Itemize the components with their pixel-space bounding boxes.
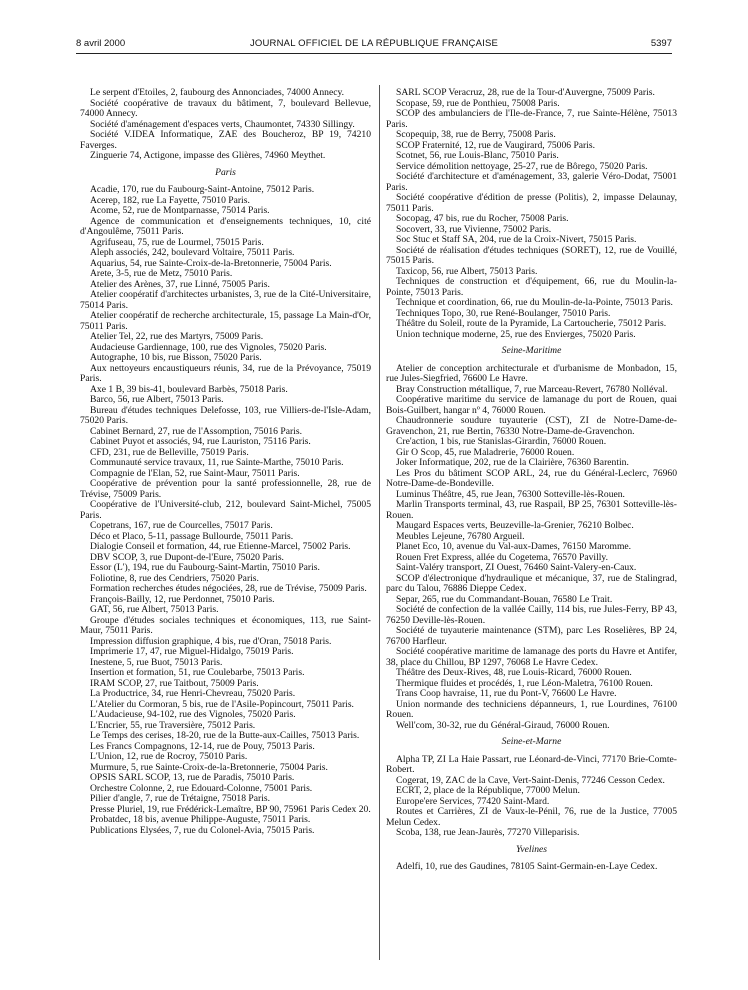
directory-entry: Socovert, 33, rue Vivienne, 75002 Paris. xyxy=(396,223,552,235)
directory-entry: Atelier des Arènes, 37, rue Linné, 75005 Paris. xyxy=(90,278,270,290)
directory-entry: Déco et Placo, 5-11, passage Bullourde, 75011 Paris. xyxy=(90,530,294,542)
directory-entry: Formation recherches études négociées, 28, rue de Trévise, 75009 Paris. xyxy=(90,583,367,594)
directory-entry: Acome, 52, rue de Montparnasse, 75014 Paris. xyxy=(90,205,270,216)
directory-entry: ECRT, 2, place de la République, 77000 Melun. xyxy=(396,785,580,796)
directory-entry: Barco, 56, rue Albert, 75013 Paris. xyxy=(90,394,224,405)
directory-entry: Aquarius, 54, rue Sainte-Croix-de-la-Bretonnerie, 75004 Paris. xyxy=(90,257,332,269)
directory-entry: Audacieuse Gardiennage, 100, rue des Vignoles, 75020 Paris. xyxy=(90,341,327,353)
directory-entry: Atelier coopératif de recherche architecturale, 15, passage La Main-d'Or, 75011 Paris. xyxy=(80,310,371,332)
directory-entry: Planet Eco, 10, avenue du Val-aux-Dames, 76150 Maromme. xyxy=(396,541,632,552)
directory-entry: IRAM SCOP, 27, rue Taitbout, 75009 Paris. xyxy=(90,677,259,689)
directory-entry: Les Pros du bâtiment SCOP ARL, 24, rue du Général-Leclerc, 76960 Notre-Dame-de-Bondeville. xyxy=(386,467,677,489)
directory-entry: Chaudronnerie soudure tuyauterie (CST), ZI de Notre-Dame-de-Gravenchon, 21, rue Bertin, 76330 Notre-Dame-de-Gravenchon. xyxy=(386,415,677,437)
directory-entry: Murmure, 5, rue Sainte-Croix-de-la-Bretonnerie, 75004 Paris. xyxy=(90,761,328,773)
directory-entry: Axe 1 B, 39 bis-41, boulevard Barbès, 75018 Paris. xyxy=(90,383,288,395)
directory-entry: Trans Coop havraise, 11, rue du Pont-V, 76600 Le Havre. xyxy=(396,688,617,699)
directory-entry: Soc Stuc et Staff SA, 204, rue de la Croix-Nivert, 75015 Paris. xyxy=(396,234,637,245)
directory-entry: Agence de communication et d'enseignements techniques, 10, cité d'Angoulême, 75011 Paris. xyxy=(80,215,371,237)
directory-entry: Insertion et formation, 51, rue Coulebarbe, 75013 Paris. xyxy=(90,667,305,678)
directory-entry: Aleph associés, 242, boulevard Voltaire, 75011 Paris. xyxy=(90,247,295,258)
directory-entry: Autographe, 10 bis, rue Bisson, 75020 Paris. xyxy=(90,352,262,363)
directory-entry: Luminus Théâtre, 45, rue Jean, 76300 Sotteville-lès-Rouen. xyxy=(396,488,625,500)
directory-entry: Société V.IDEA Informatique, ZAE des Boucheroz, BP 19, 74210 Faverges. xyxy=(80,129,371,151)
directory-entry: Foliotine, 8, rue des Cendriers, 75020 Paris. xyxy=(90,572,259,584)
directory-entry: Zinguerie 74, Actigone, impasse des Glières, 74960 Meythet. xyxy=(90,150,326,161)
directory-entry: Scopequip, 38, rue de Berry, 75008 Paris. xyxy=(396,129,556,140)
directory-entry: Probatdec, 18 bis, avenue Philippe-Auguste, 75011 Paris. xyxy=(90,814,311,825)
directory-entry: Société de tuyauterie maintenance (STM), parc Les Roselières, BP 24, 76700 Harfleur. xyxy=(386,625,677,647)
directory-entry: Impression diffusion graphique, 4 bis, rue d'Oran, 75018 Paris. xyxy=(90,635,332,647)
directory-entry: Groupe d'études sociales techniques et économiques, 113, rue Saint-Maur, 75011 Paris. xyxy=(80,614,371,636)
directory-entry: Théâtre du Soleil, route de la Pyramide, La Cartoucherie, 75012 Paris. xyxy=(396,318,667,329)
directory-entry: Copetrans, 167, rue de Courcelles, 75017 Paris. xyxy=(90,520,273,531)
directory-entry: Orchestre Colonne, 2, rue Edouard-Colonne, 75001 Paris. xyxy=(90,782,313,794)
directory-entry: Maugard Espaces verts, Beuzeville-la-Grenier, 76210 Bolbec. xyxy=(396,520,634,531)
directory-entry: L'Audacieuse, 94-102, rue des Vignoles, 75020 Paris. xyxy=(90,709,296,720)
directory-entry: SARL SCOP Veracruz, 28, rue de la Tour-d'Auvergne, 75009 Paris. xyxy=(396,87,655,98)
directory-entry: DBV SCOP, 3, rue Dupont-de-l'Eure, 75020 Paris. xyxy=(90,551,284,563)
directory-entry: La Productrice, 34, rue Henri-Chevreau, 75020 Paris. xyxy=(90,688,296,699)
directory-entry: Scopase, 59, rue de Ponthieu, 75008 Paris. xyxy=(396,97,560,109)
page-header xyxy=(76,38,672,52)
directory-entry: Union technique moderne, 25, rue des Envierges, 75020 Paris. xyxy=(396,328,636,340)
directory-entry: Compagnie de l'Elan, 52, rue Saint-Maur, 75011 Paris. xyxy=(90,467,300,479)
directory-entry: Société de confection de la vallée Cailly, 114 bis, rue Jules-Ferry, BP 43, 76250 Deville-lès-Rouen. xyxy=(386,604,677,626)
directory-entry: Bray Construction métallique, 7, rue Marceau-Revert, 76780 Nolléval. xyxy=(396,383,668,395)
section-heading: Yvelines xyxy=(515,843,548,855)
directory-entry: Marlin Transports terminal, 43, rue Raspail, BP 25, 76301 Sotteville-lès-Rouen. xyxy=(386,499,677,521)
directory-entry: Separ, 265, rue du Commandant-Bouan, 76580 Le Trait. xyxy=(396,593,613,605)
directory-entry: L'Union, 12, rue de Rocroy, 75010 Paris. xyxy=(90,751,248,762)
directory-entry: Cre'action, 1 bis, rue Stanislas-Girardin, 76000 Rouen. xyxy=(396,436,607,447)
directory-entry: Techniques Topo, 30, rue René-Boulanger, 75010 Paris. xyxy=(396,307,611,319)
directory-entry: Joker Informatique, 202, rue de la Clairière, 76360 Barentin. xyxy=(396,457,629,468)
journal-title: JOURNAL OFFICIEL DE LA RÉPUBLIQUE FRANÇAISE xyxy=(249,38,499,49)
directory-entry: Agrifuseau, 75, rue de Lourmel, 75015 Paris. xyxy=(90,236,264,248)
directory-entry: Société d'aménagement d'espaces verts, Chaumontet, 74330 Sillingy. xyxy=(90,118,355,130)
page-number: 5397 xyxy=(650,38,672,49)
directory-entry: Thermique fluides et procédés, 1, rue Léon-Maletra, 76100 Rouen. xyxy=(396,677,653,689)
directory-entry: Atelier Tel, 22, rue des Martyrs, 75009 Paris. xyxy=(90,331,264,342)
directory-entry: Socopag, 47 bis, rue du Rocher, 75008 Paris. xyxy=(396,213,569,224)
directory-entry: Coopérative de l'Université-club, 212, boulevard Saint-Michel, 75005 Paris. xyxy=(80,499,371,521)
directory-entry: Communauté service travaux, 11, rue Sainte-Marthe, 75010 Paris. xyxy=(90,457,344,468)
directory-entry: Cogerat, 19, ZAC de la Cave, Vert-Saint-Denis, 77246 Cesson Cedex. xyxy=(396,774,665,786)
directory-entry: Société coopérative de travaux du bâtiment, 7, boulevard Bellevue, 74000 Annecy. xyxy=(80,97,371,119)
directory-entry: Alpha TP, ZI La Haie Passart, rue Léonard-de-Vinci, 77170 Brie-Comte-Robert. xyxy=(386,753,677,775)
left-column xyxy=(80,88,371,836)
directory-entry: Taxicop, 56, rue Albert, 75013 Paris. xyxy=(396,265,538,277)
directory-entry: Essor (L'), 194, rue du Faubourg-Saint-Martin, 75010 Paris. xyxy=(90,562,320,573)
directory-entry: Les Francs Compagnons, 12-14, rue de Pouy, 75013 Paris. xyxy=(90,740,315,752)
directory-entry: Union normande des techniciens dépanneurs, 1, rue Lourdines, 76100 Rouen. xyxy=(386,698,677,720)
directory-entry: Europe'ere Services, 77420 Saint-Mard. xyxy=(396,795,550,807)
directory-entry: Le serpent d'Etoiles, 2, faubourg des Annonciades, 74000 Annecy. xyxy=(90,87,345,98)
directory-entry: Cabinet Bernard, 27, rue de l'Assomption, 75016 Paris. xyxy=(90,425,302,437)
directory-entry: Scotnet, 56, rue Louis-Blanc, 75010 Paris. xyxy=(396,150,559,161)
directory-entry: Acerep, 182, rue La Fayette, 75010 Paris. xyxy=(90,194,250,206)
directory-entry: Presse Pluriel, 19, rue Frédérick-Lemaître, BP 90, 75961 Paris Cedex 20. xyxy=(90,803,371,815)
directory-entry: L'Atelier du Cormoran, 5 bis, rue de l'Asile-Popincourt, 75011 Paris. xyxy=(90,698,354,710)
directory-entry: Pilier d'angle, 7, rue de Trétaigne, 75018 Paris. xyxy=(90,793,270,804)
directory-entry: SCOP des ambulanciers de l'Ile-de-France, 7, rue Sainte-Hélène, 75013 Paris. xyxy=(386,108,677,130)
directory-entry: Bureau d'études techniques Delefosse, 103, rue Villiers-de-l'Isle-Adam, 75020 Paris. xyxy=(80,404,371,426)
directory-entry: Meubles Lejeune, 76780 Argueil. xyxy=(396,530,525,542)
directory-entry: François-Bailly, 12, rue Perdonnet, 75010 Paris. xyxy=(90,593,275,605)
directory-entry: SCOP d'électronique d'hydraulique et mécanique, 37, rue de Stalingrad, parc du Talou, 76886 Dieppe Cedex. xyxy=(386,572,677,594)
directory-entry: Coopérative maritime du service de lamanage du port de Rouen, quai Bois-Guilbert, hangar nº 4, 76000 Rouen. xyxy=(386,394,677,416)
directory-entry: Atelier de conception architecturale et d'urbanisme de Monbadon, 15, rue Jules-Siegfried, 76600 Le Havre. xyxy=(386,362,677,384)
directory-entry: Société d'architecture et d'aménagement, 33, galerie Véro-Dodat, 75001 Paris. xyxy=(386,171,677,193)
directory-entry: Aux nettoyeurs encaustiqueurs réunis, 34, rue de la Prévoyance, 75019 Paris. xyxy=(80,362,371,384)
directory-entry: Adelfi, 10, rue des Gaudines, 78105 Saint-Germain-en-Laye Cedex. xyxy=(396,861,658,872)
directory-entry: GAT, 56, rue Albert, 75013 Paris. xyxy=(90,604,219,615)
directory-entry: Technique et coordination, 66, rue du Moulin-de-la-Pointe, 75013 Paris. xyxy=(396,297,673,308)
directory-entry: Gir O Scop, 45, rue Maladrerie, 76000 Rouen. xyxy=(396,446,575,458)
directory-entry: SCOP Fraternité, 12, rue de Vaugirard, 75006 Paris. xyxy=(396,139,596,151)
directory-entry: Well'com, 30-32, rue du Général-Giraud, 76000 Rouen. xyxy=(396,719,610,731)
directory-entry: Dialogie Conseil et formation, 44, rue Etienne-Marcel, 75002 Paris. xyxy=(90,541,351,552)
section-heading: Paris xyxy=(215,166,236,178)
directory-entry: Arete, 3-5, rue de Metz, 75010 Paris. xyxy=(90,268,233,279)
directory-entry: Société coopérative d'édition de presse (Politis), 2, impasse Delaunay, 75011 Paris. xyxy=(386,192,677,214)
directory-entry: Publications Elysées, 7, rue du Colonel-Avia, 75015 Paris. xyxy=(90,824,315,836)
directory-entry: Imprimerie 17, 47, rue Miguel-Hidalgo, 75019 Paris. xyxy=(90,646,294,657)
directory-entry: L'Encrier, 55, rue Traversière, 75012 Paris. xyxy=(90,719,256,731)
directory-entry: Rouen Fret Express, allée du Cogetema, 76570 Pavilly. xyxy=(396,551,608,563)
directory-entry: Théâtre des Deux-Rives, 48, rue Louis-Ricard, 76000 Rouen. xyxy=(396,667,632,678)
directory-entry: Cabinet Puyot et associés, 94, rue Lauriston, 75116 Paris. xyxy=(90,436,311,447)
directory-entry: Acadie, 170, rue du Faubourg-Saint-Antoine, 75012 Paris. xyxy=(90,184,315,195)
directory-entry: CFD, 231, rue de Belleville, 75019 Paris. xyxy=(90,446,249,458)
directory-entry: OPSIS SARL SCOP, 13, rue de Paradis, 75010 Paris. xyxy=(90,772,295,783)
directory-entry: Société de réalisation d'études techniques (SORET), 12, rue de Vouillé, 75015 Paris. xyxy=(386,244,677,266)
section-heading: Seine-Maritime xyxy=(501,345,562,356)
directory-entry: Techniques de construction et d'équipement, 66, rue du Moulin-la-Pointe, 75013 Paris. xyxy=(386,276,677,298)
right-column xyxy=(386,88,677,873)
publication-date: 8 avril 2000 xyxy=(76,38,126,49)
column-divider xyxy=(379,85,380,960)
directory-entry: Saint-Valéry transport, ZI Ouest, 76460 Saint-Valery-en-Caux. xyxy=(396,562,637,573)
directory-entry: Routes et Carrières, ZI de Vaux-le-Pénil, 76, rue de la Justice, 77005 Melun Cedex. xyxy=(386,806,677,828)
header-rule xyxy=(76,53,672,54)
directory-entry: Inestene, 5, rue Buot, 75013 Paris. xyxy=(90,656,223,668)
directory-entry: Scoba, 138, rue Jean-Jaurès, 77270 Villeparisis. xyxy=(396,827,580,838)
directory-entry: Le Temps des cerises, 18-20, rue de la Butte-aux-Cailles, 75013 Paris. xyxy=(90,730,360,741)
directory-entry: Coopérative de prévention pour la santé professionnelle, 28, rue de Trévise, 75009 Paris. xyxy=(80,478,371,500)
directory-entry: Service démolition nettoyage, 25-27, rue de Bôrego, 75020 Paris. xyxy=(396,160,648,172)
directory-entry: Société coopérative maritime de lamanage des ports du Havre et Antifer, 38, place du Chillou, BP 1297, 76068 Le Havre Cedex. xyxy=(386,646,677,668)
directory-entry: Atelier coopératif d'architectes urbanistes, 3, rue de la Cité-Universitaire, 75014 Paris. xyxy=(80,289,371,311)
section-heading: Seine-et-Marne xyxy=(501,736,562,747)
